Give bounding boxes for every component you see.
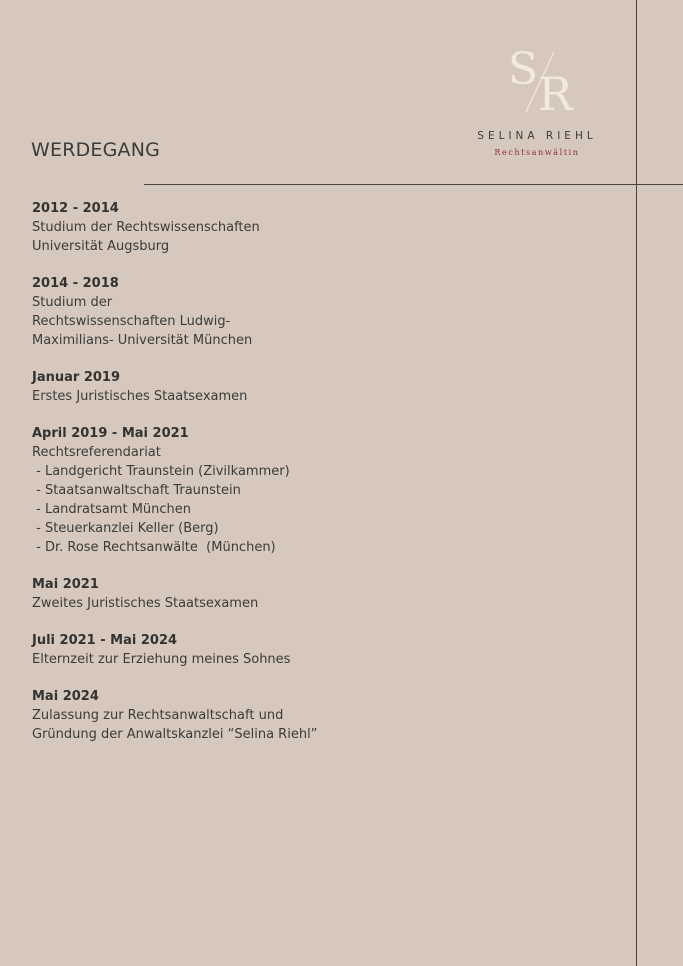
timeline-entry-line: - Landratsamt München xyxy=(32,502,192,517)
monogram-letter-r: R xyxy=(538,67,573,121)
timeline-entry-line: Maximilians- Universität München xyxy=(32,333,253,348)
career-timeline xyxy=(32,199,472,762)
timeline-entry-line: - Steuerkanzlei Keller (Berg) xyxy=(32,521,219,536)
timeline-entry xyxy=(32,274,472,350)
timeline-entry-line: Elternzeit zur Erziehung meines Sohnes xyxy=(32,652,291,667)
timeline-entry xyxy=(32,575,472,613)
timeline-entry xyxy=(32,368,472,406)
timeline-entry-line: Rechtswissenschaften Ludwig- xyxy=(32,314,231,329)
timeline-entry xyxy=(32,424,472,557)
timeline-entry xyxy=(32,631,472,669)
timeline-entry-line: Universität Augsburg xyxy=(32,239,170,254)
page-title: WERDEGANG xyxy=(31,139,161,161)
timeline-entry-line: Gründung der Anwaltskanzlei “Selina Riehl” xyxy=(32,727,318,742)
logo xyxy=(462,38,612,168)
timeline-entry xyxy=(32,199,472,256)
timeline-entry-line: - Dr. Rose Rechtsanwälte (München) xyxy=(32,540,276,555)
monogram-logo xyxy=(506,38,586,121)
timeline-entry-line: Rechtsreferendariat xyxy=(32,445,161,460)
timeline-entry-line: Studium der Rechtswissenschaften xyxy=(32,220,260,235)
horizontal-divider xyxy=(144,184,683,185)
timeline-entry-date: Januar 2019 xyxy=(32,370,121,385)
timeline-entry xyxy=(32,687,472,744)
vertical-divider xyxy=(636,0,637,966)
timeline-entry-date: Mai 2021 xyxy=(32,577,99,592)
brand-name: SELINA RIEHL xyxy=(477,130,597,142)
timeline-entry-date: April 2019 - Mai 2021 xyxy=(32,426,189,441)
timeline-entry-date: 2012 - 2014 xyxy=(32,201,119,216)
timeline-entry-line: - Landgericht Traunstein (Zivilkammer) xyxy=(32,464,290,479)
brand-subtitle: Rechtsanwältin xyxy=(494,148,580,157)
timeline-entry-line: Zweites Juristisches Staatsexamen xyxy=(32,596,259,611)
timeline-entry-line: Erstes Juristisches Staatsexamen xyxy=(32,389,248,404)
timeline-entry-date: Mai 2024 xyxy=(32,689,99,704)
monogram-letter-s: S xyxy=(508,44,539,95)
timeline-entry-date: 2014 - 2018 xyxy=(32,276,119,291)
timeline-entry-date: Juli 2021 - Mai 2024 xyxy=(32,633,178,648)
timeline-entry-line: Studium der xyxy=(32,295,113,310)
timeline-entry-line: - Staatsanwaltschaft Traunstein xyxy=(32,483,241,498)
timeline-entry-line: Zulassung zur Rechtsanwaltschaft und xyxy=(32,708,284,723)
